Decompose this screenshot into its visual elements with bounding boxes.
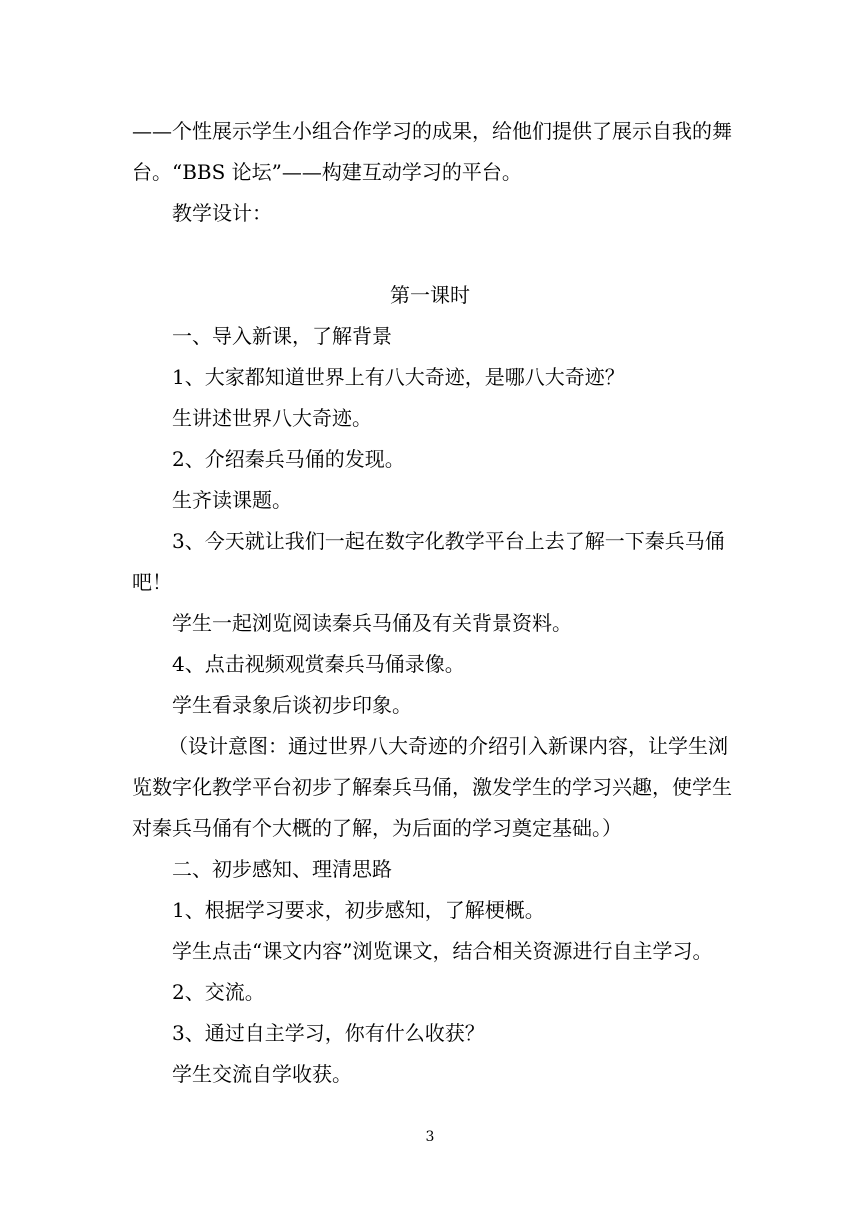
design-note-line-3: 对秦兵马俑有个大概的了解，为后面的学习奠定基础。） [132,816,622,840]
section-1-item-1-activity: 生讲述世界八大奇迹。 [172,406,372,430]
lesson-title: 第一课时 [390,283,470,307]
section-1-item-4: 4、点击视频观赏秦兵马俑录像。 [172,652,465,676]
intro-line-1: ——个性展示学生小组合作学习的成果，给他们提供了展示自我的舞 [132,119,732,143]
section-1-item-3-activity: 学生一起浏览阅读秦兵马俑及有关背景资料。 [172,611,572,635]
section-2-item-1-activity: 学生点击“课文内容”浏览课文，结合相关资源进行自主学习。 [172,939,713,963]
section-2-item-2: 2、交流。 [172,980,265,1004]
design-note-line-2: 览数字化教学平台初步了解秦兵马俑，激发学生的学习兴趣，使学生 [132,775,732,799]
section-1-item-2-activity: 生齐读课题。 [172,488,292,512]
section-2-item-3: 3、通过自主学习，你有什么收获？ [172,1021,485,1045]
page-number: 3 [425,1129,435,1145]
section-2-heading: 二、初步感知、理清思路 [172,857,392,881]
section-1-item-3-line-1: 3、今天就让我们一起在数字化教学平台上去了解一下秦兵马俑 [172,529,725,553]
section-2-item-1: 1、根据学习要求，初步感知，了解梗概。 [172,898,545,922]
section-1-heading: 一、导入新课，了解背景 [172,324,392,348]
section-1-item-2: 2、介绍秦兵马俑的发现。 [172,447,405,471]
intro-line-2: 台。“BBS 论坛”——构建互动学习的平台。 [132,160,522,184]
section-1-item-1: 1、大家都知道世界上有八大奇迹，是哪八大奇迹？ [172,365,625,389]
section-1-item-4-activity: 学生看录象后谈初步印象。 [172,693,412,717]
section-1-item-3-line-2: 吧！ [132,570,172,594]
design-note-line-1: （设计意图：通过世界八大奇迹的介绍引入新课内容，让学生浏 [168,734,728,758]
teaching-design-heading: 教学设计： [172,201,272,225]
section-2-item-3-activity: 学生交流自学收获。 [172,1062,352,1086]
